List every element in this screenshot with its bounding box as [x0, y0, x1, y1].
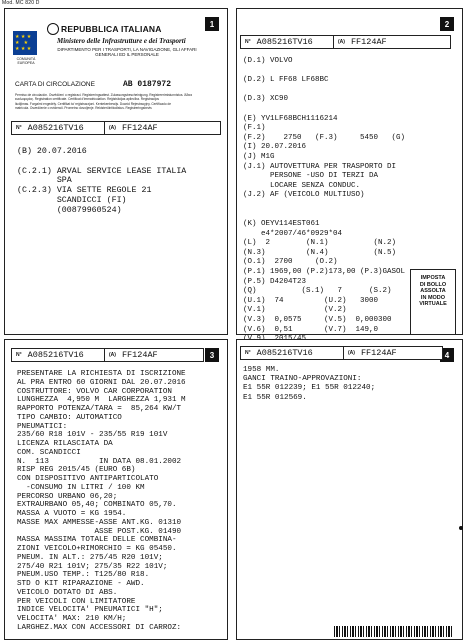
- translation-line: matrícula. Osvedčenie o evidencii. Prometno dovoljenje. Rekisteröintitodistus. Registreringsbevis: [15, 105, 152, 110]
- document-title: CARTA DI CIRCOLAZIONE: [15, 81, 95, 88]
- italian-emblem-icon: [47, 23, 59, 35]
- n-label: N°: [245, 350, 251, 356]
- doc-number: A085216TV16: [256, 37, 313, 47]
- panel-4-text: 1958 MM. GANCI TRAINO-APPROVAZIONI: E1 55R 012239; E1 55R 012240; E1 55R 012569.: [243, 366, 376, 402]
- panel-4: [236, 339, 463, 640]
- translation-line: κυκλοφορίας. Registration certificate. Certificat d'immatriculation. Reģistrācijas apliecība. Registracijos: [15, 97, 160, 102]
- doc-number-box: [11, 121, 105, 135]
- panel-3-text: PRESENTARE LA RICHIESTA DI ISCRIZIONE AL PRA ENTRO 60 GIORNI DAL 20.07.2016 COSTRUTTORE: VOLVO CAR CORPORATION LUNGHEZZA 4,950 M LARGHEZZA 1,931 M RAPPORTO POTENZA/TARA = 85,264 KW/T TIPO CAMBIO: AUTOMATICO PNEUMATICI: 235/60 R18 101V - 235/55 R19 101V LICENZA RILASCIATA DA COM. SCANDICCI N. 113 IN DATA 08.01.2002 RISP REG 2015/45 (EURO 6B) CON DISPOSITIVO ANTIPARTICOLATO -CONSUMO IN LITRI / 100 KM PERCORSO URBANO 06,20; EXTRAURBANO 05,40; COMBINATO 05,70. MASSA A VUOTO = KG 1954. MASSE MAX AMMESSE-ASSE ANT.KG. 01310 ASSE POST.KG. 01490 MASSA MASSIMA TOTALE DELLE COMBINA- ZIONI VEICOLO+RIMORCHIO = KG 05450. PNEUM. IN ALT.: 275/45 R20 101V; 275/40 R21 101V; 275/35 R22 101V; PNEUM.USO TEMP.: T125/80 R18. STD O KIT RIPARAZIONE - AWD. VEICOLO DOTATO DI ABS. PER VEICOLI CON LIMITATORE INDICE VELOCITA' PNEUMATICI "H"; VELOCITA' MAX: 210 KM/H; LARGHEZ.MAX CON ACCESSORI DI CARROZ:: [17, 370, 186, 632]
- barcode: [334, 626, 454, 637]
- republic-title: REPUBBLICA ITALIANA: [61, 24, 162, 34]
- ministry-title: Ministero delle Infrastrutture e dei Trasporti: [57, 37, 186, 45]
- panel-number-badge: 1: [205, 17, 219, 31]
- department-title: DIPARTIMENTO PER I TRASPORTI, LA NAVIGAZIONE, GLI AFFARI GENERALI ED IL PERSONALE: [57, 47, 197, 57]
- doc-number: A085216TV16: [27, 350, 84, 360]
- eu-label: COMUNITÀ EUROPEA: [16, 57, 36, 65]
- n-label: N°: [245, 39, 251, 45]
- plate-number: FF124AF: [360, 348, 397, 358]
- plate-box: [333, 35, 451, 49]
- doc-number-box: [240, 346, 344, 360]
- panel-number-badge: 4: [440, 348, 454, 362]
- panel-1-text: (B) 20.07.2016 (C.2.1) ARVAL SERVICE LEASE ITALIA SPA (C.2.3) VIA SETTE REGOLE 21 SCANDICCI (FI) (00879960524): [17, 147, 187, 215]
- panel-1: [4, 8, 228, 335]
- panel-2: [236, 8, 463, 335]
- a-label: (A): [109, 352, 116, 358]
- a-label: (A): [348, 350, 355, 356]
- translations-block: [15, 93, 223, 110]
- n-label: N°: [16, 125, 22, 131]
- plate-box: [104, 348, 204, 362]
- document-title-row: [15, 81, 225, 88]
- translation-line: liudijimas. Forgalmi engedély. Certifikat ta' reġistrazzjoni. Kentekenbewijs. Dowód Rejestracyjny. Certificado de: [15, 101, 172, 106]
- panel-number-badge: 2: [440, 17, 454, 31]
- doc-number: A085216TV16: [27, 123, 84, 133]
- translation-line: Permiso de circulación. Osvědčení o registraci. Registreringsattest. Zulassungsbescheinigung. Registreerimistunnistus. Άδεια: [15, 93, 193, 97]
- plate-number: FF124AF: [121, 350, 158, 360]
- plate-number: FF124AF: [350, 37, 387, 47]
- plate-box: [343, 346, 443, 360]
- plate-number: FF124AF: [121, 123, 158, 133]
- a-label: (A): [338, 39, 345, 45]
- n-label: N°: [16, 352, 22, 358]
- serial-number: AB 0187972: [123, 80, 172, 89]
- eu-flag-icon: [13, 31, 37, 55]
- panel-2-text: (D.1) VOLVO (D.2) L FF68 LF68BC (D.3) XC90 (E) YV1LF68BCH1116214 (F.1) (F.2) 2750 (F.3) 5450 (G) (I) 20.07.2016 (J) M1G (J.1) AUTOVETTURA PER TRASPORTO DI PERSONE -USO DI TERZI DA LOCARE SENZA CONDUC. (J.2) AF (VEICOLO MULTIUSO) (K) OEYV114EST061 e4*2007/46*0929*04 (L) 2 (N.1) (N.2) (N.3) (N.4) (N.5) (O.1) 2700 (O.2) (P.1) 1969,00 (P.2)173,00 (P.3)GASOL (P.5) D4204T23 (Q) (S.1) 7 (S.2) (U.1) 74 (U.2) 3000 (V.1) (V.2) (V.3) 0,0575 (V.5) 0,000300 (V.6) 0,51 (V.7) 149,0: [243, 57, 406, 334]
- scan-dot: [459, 526, 463, 530]
- form-code: Mod. MC 820 D: [2, 0, 40, 6]
- a-label: (A): [109, 125, 116, 131]
- panel-3: [4, 339, 228, 640]
- stamp-text: IMPOSTA DI BOLLO ASSOLTA IN MODO VIRTUALE: [419, 275, 447, 307]
- virtual-stamp-duty-box: [410, 269, 456, 335]
- doc-number-box: [11, 348, 105, 362]
- doc-number: A085216TV16: [256, 348, 313, 358]
- plate-box: [104, 121, 221, 135]
- panel-number-badge: 3: [205, 348, 219, 362]
- doc-number-box: [240, 35, 334, 49]
